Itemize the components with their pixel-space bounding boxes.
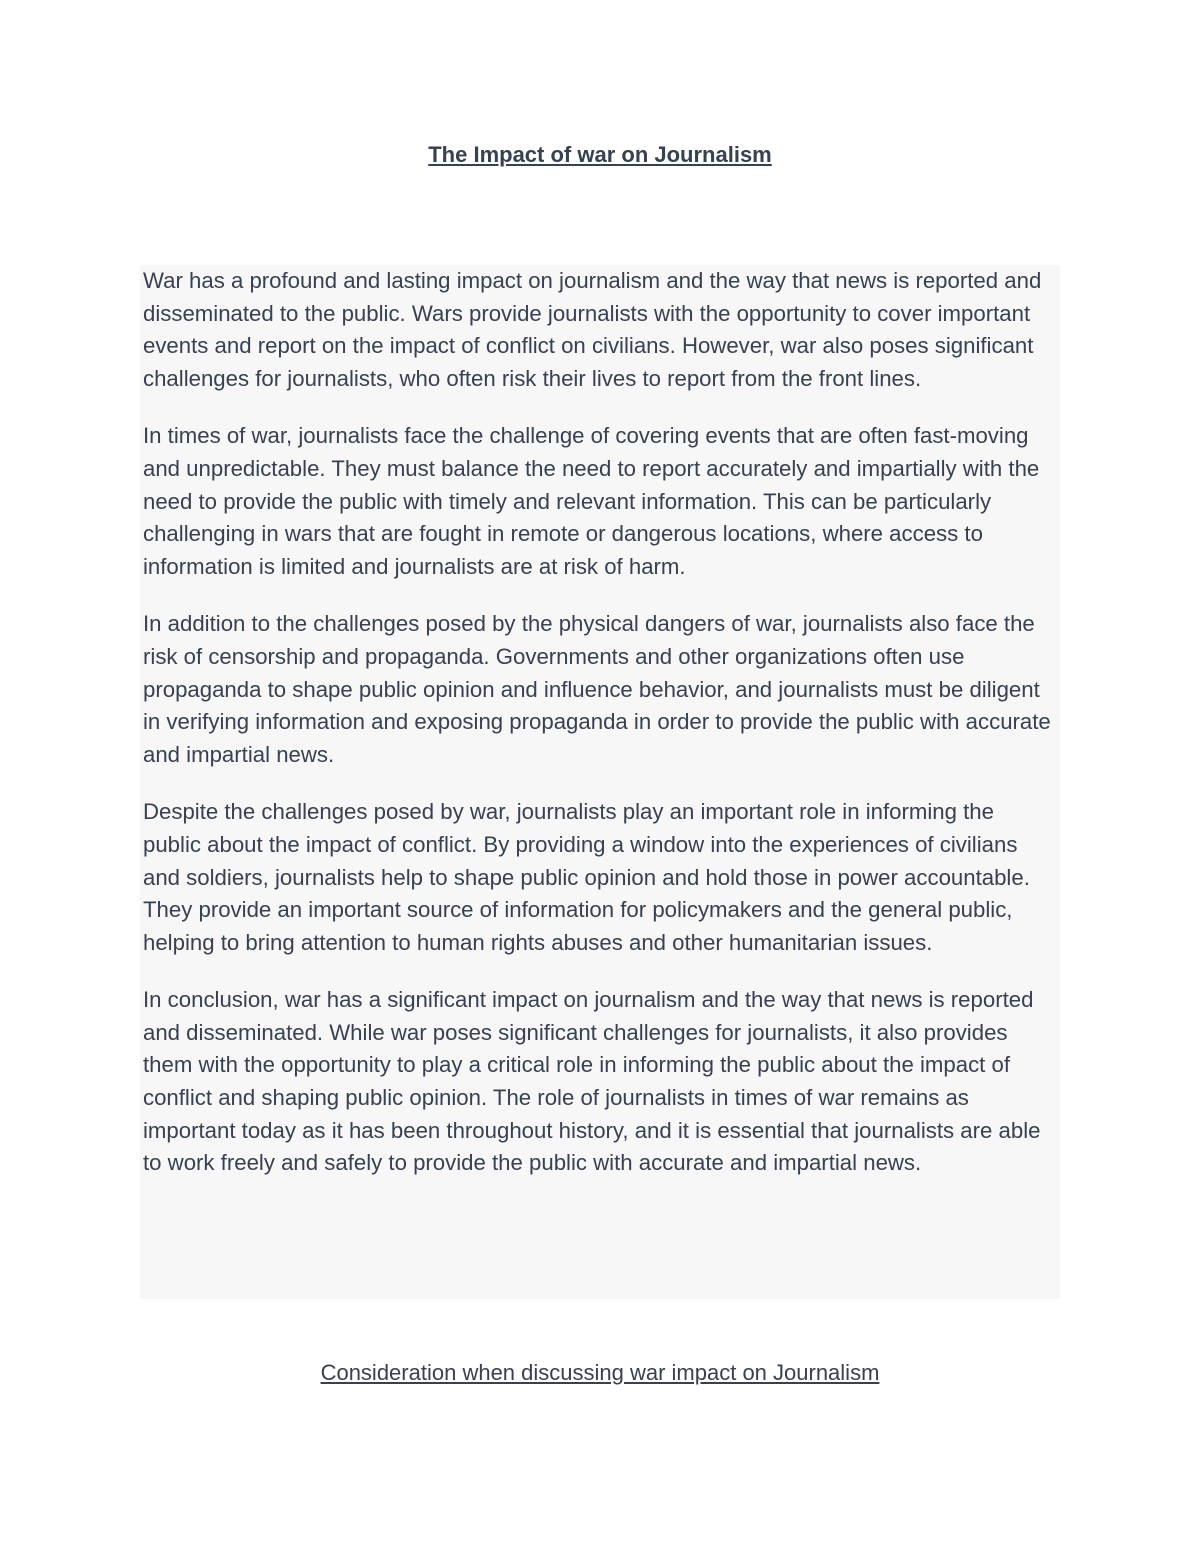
paragraph-censorship: In addition to the challenges posed by the physical dangers of war, journalists also face the risk of censorship and propaganda. Governments and other organizations often use propaganda to shape public opinion and influence behavior, and journalists must be diligent in verifying information and exposing propaganda in order to provide the public with accurate and impartial news. xyxy=(143,611,1051,767)
paragraph-challenges: In times of war, journalists face the challenge of covering events that are often fast-moving and unpredictable. They must balance the need to report accurately and impartially with the need to provide the public with timely and relevant information. This can be particularly challenging in wars that are fought in remote or dangerous locations, where access to information is limited and journalists are at risk of harm. xyxy=(143,423,1040,579)
paragraph-intro: War has a profound and lasting impact on journalism and the way that news is reported and disseminated to the public. Wars provide journalists with the opportunity to cover important events and report on the impact of conflict on civilians. However, war also poses significant challenges for journalists, who often risk their lives to report from the front lines. xyxy=(143,268,1042,391)
paragraph-role: Despite the challenges posed by war, journalists play an important role in informing the public about the impact of conflict. By providing a window into the experiences of civilians and soldiers, journalists help to shape public opinion and hold those in power accountable. They provide an important source of information for policymakers and the general public, helping to bring attention to human rights abuses and other humanitarian issues. xyxy=(143,799,1030,955)
body-text-block xyxy=(140,265,1060,1299)
section-heading: Consideration when discussing war impact on Journalism xyxy=(320,1360,880,1385)
document-title: The Impact of war on Journalism xyxy=(428,142,772,167)
paragraph-conclusion: In conclusion, war has a significant impact on journalism and the way that news is reported and disseminated. While war poses significant challenges for journalists, it also provides them with the opportunity to play a critical role in informing the public about the impact of conflict and shaping public opinion. The role of journalists in times of war remains as important today as it has been throughout history, and it is essential that journalists are able to work freely and safely to provide the public with accurate and impartial news. xyxy=(143,987,1041,1176)
